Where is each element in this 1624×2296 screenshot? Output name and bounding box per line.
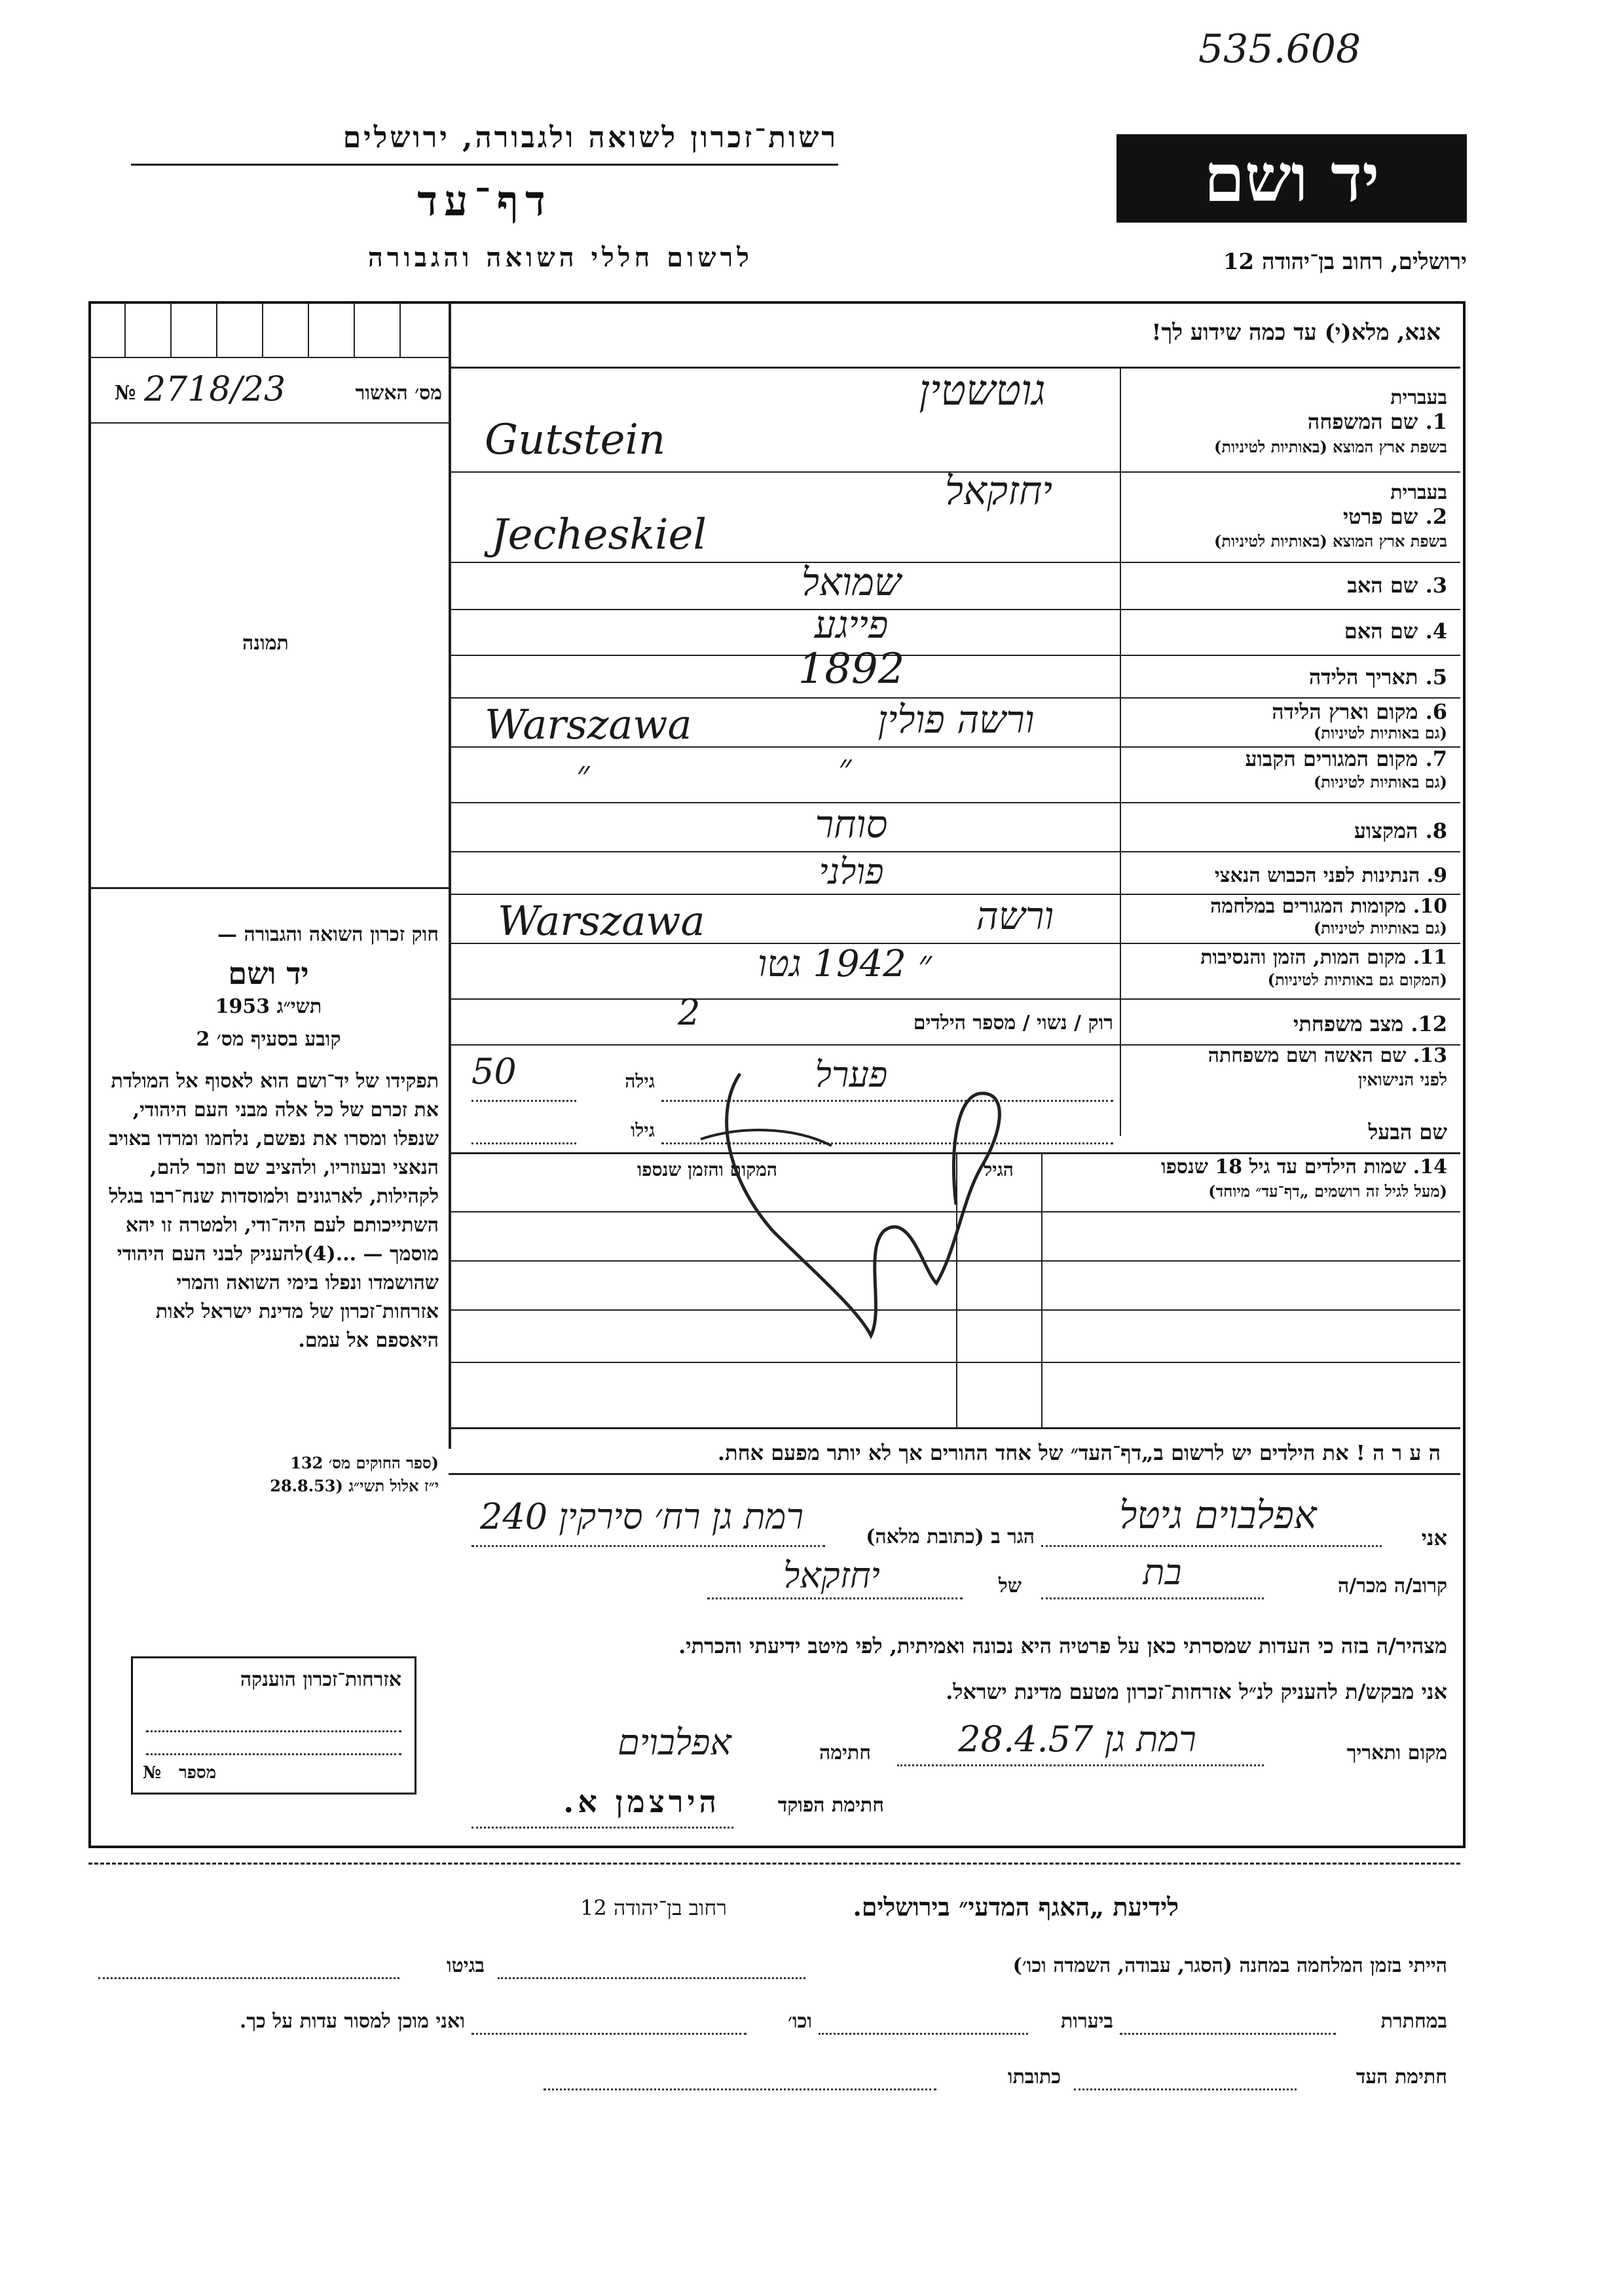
husband-age-label: גילו [631, 1120, 655, 1141]
citizenship-dots [146, 1753, 401, 1755]
children-label [1048, 1156, 1447, 1178]
footer-dots [471, 2033, 747, 2035]
law-name: יד ושם [228, 956, 309, 991]
field-13-label-text: שם האשה ושם משפחתה [1208, 1044, 1407, 1067]
field-8-label [1126, 818, 1447, 843]
signature-value: אפלבוים [618, 1722, 731, 1763]
field-13-num: 13. [1412, 1044, 1447, 1067]
scribble-path [701, 1130, 832, 1146]
field-7-label [1126, 746, 1447, 771]
field-9-label-text: הנתינות לפני הכבוש הנאצי [1214, 864, 1420, 887]
clerk-value: הירצמן א. [563, 1784, 720, 1819]
field-7-num: 7. [1425, 746, 1447, 771]
field-12-label [1126, 1011, 1447, 1036]
resides-dots [471, 1545, 825, 1547]
header-rule [131, 164, 838, 166]
field-2-sub: בשפת ארץ המוצא (באותיות לטיניות) [1214, 532, 1447, 551]
footer-line1-b: בגיטו [446, 1954, 485, 1977]
citizenship-title: אזרחות־זכרון הוענקה [240, 1668, 401, 1691]
tick [170, 303, 172, 357]
field-6-num: 6. [1425, 699, 1447, 724]
clerk-dots [471, 1827, 733, 1829]
i-label: אני [1421, 1525, 1447, 1550]
footer-line2-b: ביערות [1060, 2010, 1113, 2033]
children-num: 14. [1412, 1156, 1447, 1178]
i-value: אפלבוים גיטל [1119, 1493, 1317, 1537]
field-3-num: 3. [1425, 573, 1447, 598]
field-11-label [1126, 946, 1447, 969]
field-8-value: סוחר [815, 802, 888, 847]
law-year-heb: תשי״ג [276, 995, 322, 1018]
footer-dots [1074, 2088, 1297, 2090]
authority-line: רשות־זכרון לשואה ולגבורה, ירושלים [342, 121, 838, 155]
note-text: ה ע ר ה ! את הילדים יש לרשום ב„דף־העד״ של אחד ההורים אך לא יותר מפעם אחת. [717, 1440, 1441, 1465]
law-year [98, 995, 439, 1018]
field-13-age-label: גילה [625, 1070, 655, 1092]
field-2-num: 2. [1425, 504, 1447, 529]
resides-label: הגר ב (כתובת מלאה) [866, 1525, 1035, 1548]
archive-number: 535.608 [1198, 26, 1361, 72]
footer-line3-b: כתובתו [1007, 2066, 1061, 2088]
row-line [449, 655, 1460, 656]
field-9-value: פולני [819, 851, 884, 892]
form-title: דף־עד [417, 177, 552, 226]
field-12-label-text: מצב משפחתי [1293, 1011, 1404, 1036]
field-6-value-heb: ורשה פולין [877, 697, 1035, 742]
children-col-age: הגיל [984, 1159, 1014, 1180]
relation-label: קרוב/ה מכר/ה [1338, 1575, 1447, 1597]
field-7-label-text: מקום המגורים הקבוע [1245, 746, 1418, 771]
place-date-dots [897, 1764, 1264, 1766]
field-7-sub: (גם באותיות לטיניות) [1313, 773, 1447, 792]
field-9-num: 9. [1426, 864, 1447, 887]
law-ref-date: י״ז אלול תשי״ג (28.8.53 [270, 1476, 439, 1495]
field-1-lat-value: Gutstein [485, 416, 666, 464]
tick [216, 303, 217, 357]
field-11-sub: (המקום גם באותיות לטיניות) [1267, 970, 1447, 989]
field-4-label [1126, 619, 1447, 644]
place-date-value: רמת גן 28.4.57 [958, 1719, 1196, 1760]
field-3-value: שמואל [801, 560, 902, 604]
field-11-label-text: מקום המות, הזמן והנסיבות [1200, 946, 1407, 969]
photo-label: תמונה [242, 632, 289, 655]
field-9-label [1126, 864, 1447, 887]
husband-label: שם הבעל [1368, 1120, 1447, 1144]
statement-text: מצהיר/ה בזה כי העדות שמסרתי כאן על פרטיה היא נכונה ואמיתית, לפי מיטב ידיעתי והכרתי. [678, 1633, 1447, 1658]
field-5-label-text: תאריך הלידה [1308, 665, 1418, 689]
clerk-label: חתימת הפוקד [777, 1794, 884, 1817]
field-1-tag: בעברית [1390, 386, 1447, 409]
label-divider [1120, 367, 1121, 1136]
footer-cut-line [88, 1863, 1460, 1865]
field-1-label [1126, 409, 1447, 434]
cert-line [88, 422, 449, 424]
field-13-label [1126, 1044, 1447, 1067]
children-sub: (מעל לגיל זה רושמים „דף־עד״ מיוחד) [1208, 1182, 1447, 1201]
children-label-text: שמות הילדים עד גיל 18 שנספו [1160, 1156, 1407, 1178]
field-1-num: 1. [1425, 409, 1447, 434]
tick [354, 303, 355, 357]
law-text: תפקידו של יד־ושם הוא לאסוף אל המולדת את זכרם של כל אלה מבני העם היהודי, שנפלו ומסרו את נפשם, נלחמו ומרדו באויב הנאצי ובעוזריו, ולהציב שם וזכר להם, לקהילות, לארגונים ולמוסדות שנח־רבו בגלל השתייכותם לעם היה־ודי, ולמטרה זו יהא מוסמך — ...(4)להעניק לבני העם היהודי שהושמדו ונפלו בימי השואה והמרי אזרחות־זכרון של מדינת ישראל לאות היאספם אל עמם. [109, 1070, 439, 1352]
place-date-label: מקום ותאריך [1346, 1741, 1447, 1764]
children-col-place: המקום והזמן שנספו [637, 1159, 777, 1180]
husband-age-dots [471, 1142, 576, 1144]
field-1-label-text: שם המשפחה [1307, 409, 1418, 434]
resides-value: רמת גן רח׳ סירקין 240 [480, 1496, 803, 1537]
logo-text: יד ושם [1204, 139, 1380, 217]
footer-address: רחוב בן־יהודה 12 [580, 1895, 727, 1920]
field-10-value-lat: Warszawa [498, 897, 705, 945]
field-7-value-lat: ״ [576, 753, 590, 794]
field-2-heb-value: יחזקאל [944, 468, 1053, 514]
field-1-heb-value: גוטשטין [919, 367, 1046, 415]
field-10-sub: (גם באותיות לטיניות) [1313, 919, 1447, 938]
signature-label: חתימה [819, 1741, 871, 1764]
strip-line [88, 357, 449, 358]
tick [308, 303, 309, 357]
law-top-line [88, 887, 449, 889]
field-13-age-value: 50 [471, 1051, 517, 1092]
footer-line1-a: הייתי בזמן המלחמה במחנה (הסגר, עבודה, השמדה וכו׳) [1012, 1954, 1447, 1977]
field-10-label-text: מקומות המגורים במלחמה [1210, 895, 1407, 918]
i-dots [1041, 1545, 1382, 1547]
citizenship-box [131, 1656, 416, 1795]
row-line [449, 802, 1460, 803]
field-8-num: 8. [1425, 818, 1447, 843]
footer-title: לידיעת „האגף המדעי״ בירושלים. [853, 1892, 1179, 1922]
age-dots [471, 1100, 576, 1102]
scribble-mark [674, 1034, 1041, 1349]
field-2-label [1126, 504, 1447, 529]
field-12-options: רוק / נשוי / מספר הילדים [913, 1011, 1113, 1034]
field-4-value: פייגע [814, 602, 889, 647]
scribble-path [727, 1074, 1000, 1336]
field-12-num: 12. [1411, 1011, 1447, 1036]
field-10-label [1126, 895, 1447, 918]
tick [262, 303, 263, 357]
relation-dots [1041, 1597, 1264, 1599]
citizenship-dots [146, 1730, 401, 1732]
field-2-label-text: שם פרטי [1342, 504, 1418, 529]
sidebar-divider [449, 303, 451, 1449]
field-6-sub: (גם באותיות לטיניות) [1313, 723, 1447, 742]
logo [1116, 134, 1467, 223]
field-12-value: 2 [678, 992, 701, 1033]
field-1-sub: בשפת ארץ המוצא (באותיות לטיניות) [1214, 437, 1447, 456]
children-row-line [449, 1427, 1460, 1429]
citizenship-prefix: № [143, 1763, 162, 1783]
field-6-label-text: מקום וארץ הלידה [1272, 699, 1418, 724]
field-5-num: 5. [1425, 665, 1447, 689]
field-5-label [1126, 665, 1447, 689]
cert-value: 2718/23 [144, 370, 286, 409]
footer-dots [819, 2033, 1028, 2035]
address: ירושלים, רחוב בן־יהודה 12 [1223, 249, 1467, 275]
tick [399, 303, 401, 357]
row-line [449, 562, 1460, 563]
footer-line2-d: ואני מוכן למסור עדות על כך. [239, 2010, 465, 2033]
field-6-value-lat: Warszawa [485, 701, 692, 748]
footer-dots [98, 1977, 399, 1979]
footer-dots [544, 2088, 936, 2090]
field-13-value: פערל [815, 1054, 888, 1095]
field-5-value: 1892 [798, 645, 905, 693]
of-dots [707, 1597, 963, 1599]
field-7-value: ״ [838, 746, 852, 788]
of-value: יחזקאל [783, 1555, 880, 1596]
field-3-label-text: שם האב [1347, 573, 1418, 598]
footer-line3-a: חתימת העד [1356, 2066, 1447, 2088]
field-4-label-text: שם האם [1344, 619, 1418, 644]
field-8-label-text: המקצוע [1354, 818, 1418, 843]
form-subtitle: לרשום חללי השואה והגבורה [367, 242, 753, 273]
law-ref: (ספר החוקים מס׳ 132 [290, 1453, 439, 1472]
citizenship-num-label: מספר [179, 1763, 217, 1783]
footer-line2-c: וכו׳ [788, 2010, 812, 2033]
field-3-label [1126, 573, 1447, 598]
field-2-lat-value: Jecheskiel [491, 511, 707, 559]
children-row-line [449, 1362, 1460, 1363]
field-4-num: 4. [1425, 619, 1447, 644]
field-11-num: 11. [1412, 946, 1447, 969]
row-line [449, 851, 1460, 852]
row-line [449, 609, 1460, 610]
cert-prefix: № [115, 382, 136, 405]
row-line [449, 998, 1460, 1000]
relation-value: בת [1143, 1552, 1182, 1593]
law-clause: קובע בסעיף מס׳ 2 [196, 1028, 341, 1051]
of-label: של [998, 1575, 1022, 1597]
children-col-divider [1041, 1152, 1043, 1427]
footer-line2-a: במחתרת [1380, 2010, 1447, 2033]
intro-text: אנא, מלא(י) עד כמה שידוע לך! [1151, 319, 1441, 346]
field-2-tag: בעברית [1390, 481, 1447, 504]
footer-dots [1120, 2033, 1336, 2035]
field-10-num: 10. [1412, 895, 1447, 918]
cert-label: מס׳ האשור [355, 382, 442, 405]
field-13-sub: לפני הנישואין [1357, 1070, 1447, 1090]
field-11-value: ״ 1942 גטו [757, 943, 932, 985]
tick [124, 303, 126, 357]
note-line [449, 1473, 1460, 1475]
footer-dots [498, 1977, 805, 1979]
field-6-label [1126, 699, 1447, 724]
law-year-num: 1953 [215, 995, 270, 1018]
field-10-value-heb: ורשה [976, 894, 1054, 938]
request-text: אני מבקש/ת להעניק לנ״ל אזרחות־זכרון מטעם מדינת ישראל. [946, 1679, 1447, 1704]
law-title: חוק זכרון השואה והגבורה — [217, 923, 439, 946]
